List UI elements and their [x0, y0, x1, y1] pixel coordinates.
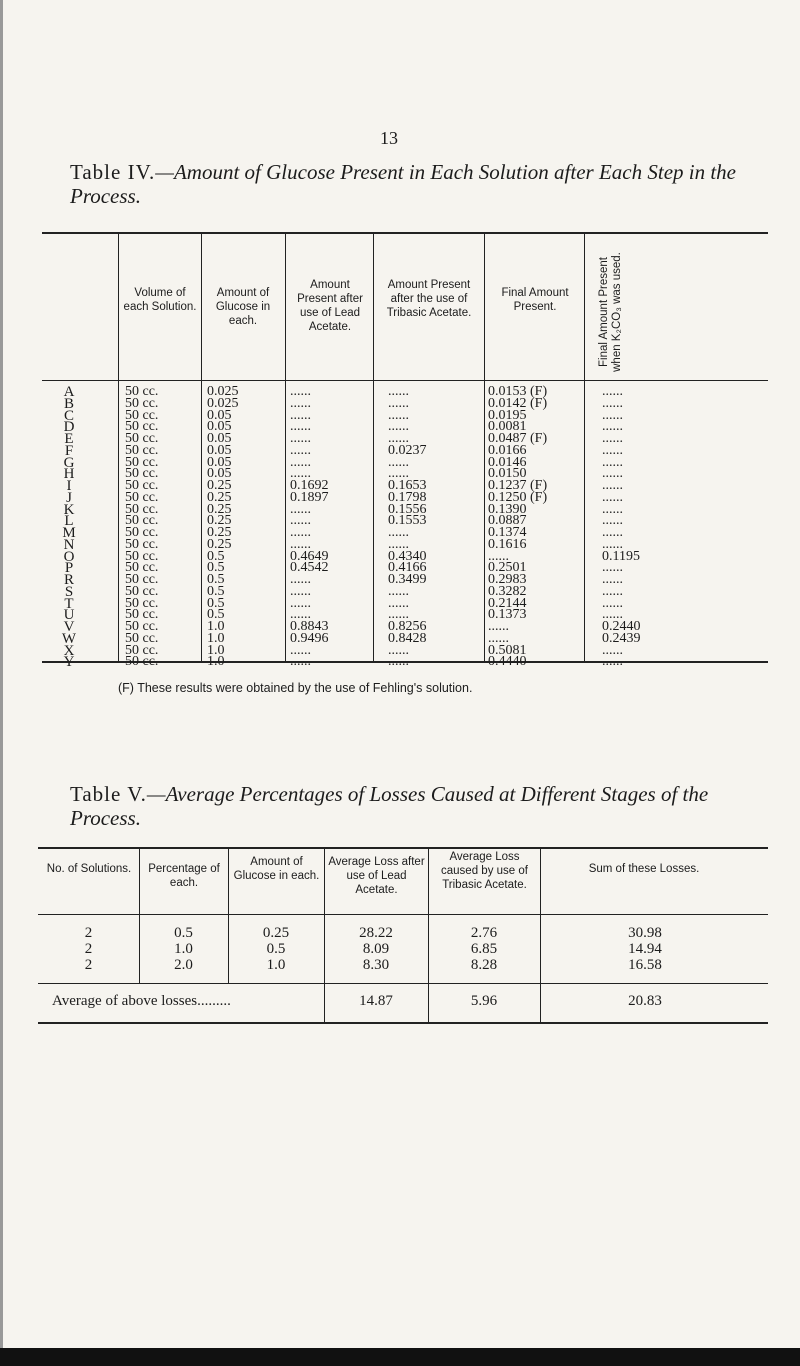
- table4-row-label: F: [64, 442, 74, 459]
- table5-top-rule: [38, 847, 768, 849]
- table5-cell: 0.25: [262, 925, 290, 941]
- table4-cell: 0.5: [207, 607, 225, 623]
- table4-cell: ......: [602, 513, 623, 529]
- table4-cell: ......: [602, 407, 623, 423]
- table4-cell: 0.4440: [488, 654, 527, 670]
- table4-cell: ......: [290, 642, 311, 658]
- table4-cell: ......: [602, 442, 623, 458]
- table4-cell: 50 cc.: [125, 654, 159, 670]
- table4-cell: ......: [290, 454, 311, 470]
- table5-cell: 2.76: [470, 925, 498, 941]
- table4-row-label: H: [63, 466, 75, 483]
- table5-cell: 8.28: [470, 957, 498, 973]
- table4-cell: 50 cc.: [125, 548, 159, 564]
- table4-cell: 50 cc.: [125, 407, 159, 423]
- table4-cell: 50 cc.: [125, 384, 159, 399]
- table4-row-label: G: [63, 454, 75, 471]
- table4-cell: 0.25: [207, 489, 232, 505]
- table5-body-rule: [38, 983, 768, 984]
- table4-cell: 0.2440: [602, 619, 641, 634]
- table4-top-rule: [42, 232, 768, 234]
- table4-cell: ......: [388, 466, 409, 482]
- table4-cell: 0.0166: [488, 442, 527, 458]
- table4-cell: 0.5081: [488, 642, 527, 658]
- table4-col-divider: [373, 233, 374, 661]
- table4-cell: ......: [290, 607, 311, 623]
- table4-cell: 50 cc.: [125, 536, 159, 552]
- table4-caption: [70, 160, 770, 208]
- table4-cell: 0.5: [207, 583, 225, 599]
- table4-cell: ......: [602, 501, 623, 517]
- table4-cell: 0.25: [207, 525, 232, 540]
- table4-cell: ......: [602, 431, 623, 446]
- table4-cell: ......: [602, 572, 623, 587]
- table4-cell: ......: [290, 525, 311, 540]
- table4-row-label: W: [61, 630, 77, 647]
- table4-row-label: T: [64, 595, 74, 612]
- table5-average-tribasic: 5.96: [470, 993, 498, 1009]
- table5-cell: 8.30: [362, 957, 390, 973]
- table4-cell: ......: [388, 407, 409, 423]
- table4-cell: 50 cc.: [125, 525, 159, 540]
- table4-cell: 50 cc.: [125, 560, 159, 576]
- table4-cell: 0.3282: [488, 583, 527, 599]
- table4-cell: 0.0150: [488, 466, 527, 482]
- table4-cell: ......: [602, 583, 623, 599]
- table4-cell: ......: [290, 501, 311, 517]
- table4-cell: 50 cc.: [125, 642, 159, 658]
- table4-row-label: P: [64, 560, 74, 577]
- table4-cell: 0.4542: [290, 560, 329, 576]
- table4-cell: 50 cc.: [125, 619, 159, 634]
- table5-average-lead: 14.87: [359, 993, 393, 1009]
- table5-cell: 30.98: [628, 925, 662, 941]
- table4-row-label: I: [66, 478, 72, 494]
- table4-cell: 0.2501: [488, 560, 527, 576]
- table4-cell: 0.1692: [290, 478, 329, 493]
- table4-cell: ......: [290, 395, 311, 411]
- table4-row-label: Y: [63, 654, 75, 671]
- table4-cell: 50 cc.: [125, 478, 159, 493]
- table4-cell: 0.25: [207, 536, 232, 552]
- table4-row-label: X: [63, 642, 75, 659]
- table5-header-sum: Sum of these Losses.: [588, 863, 700, 875]
- table4-cell: ......: [388, 654, 409, 670]
- table4-cell: 50 cc.: [125, 466, 159, 482]
- table4-cell: ......: [290, 572, 311, 587]
- table4-cell: 0.2144: [488, 595, 527, 611]
- table4-col-divider: [201, 233, 202, 661]
- table4-row-label: M: [62, 525, 76, 541]
- table5-header-glucose: Amount of Glucose in each.: [233, 856, 320, 882]
- table5-cell: 14.94: [628, 941, 662, 957]
- table4-cell: 50 cc.: [125, 431, 159, 446]
- table4-col-divider: [118, 233, 119, 661]
- table4-cell: 0.9496: [290, 630, 329, 646]
- table4-cell: 0.05: [207, 454, 232, 470]
- table4-header-tribasic-acetate: Amount Present after the use of Tribasic Acetate.: [386, 279, 472, 319]
- table4-title: —Amount of Glucose Present in Each Solution after Each Step in the Process.: [70, 160, 737, 208]
- table5-cell: 2: [84, 957, 93, 973]
- table4-cell: ......: [388, 536, 409, 552]
- table4-cell: 0.1616: [488, 536, 527, 552]
- table4-cell: 0.5: [207, 548, 225, 564]
- table4-cell: ......: [602, 607, 623, 623]
- table4-cell: ......: [388, 395, 409, 411]
- table4-cell: ......: [388, 595, 409, 611]
- table4-header-final: Final Amount Present.: [501, 287, 569, 313]
- table4-cell: 0.25: [207, 478, 232, 493]
- table4-cell: ......: [388, 642, 409, 658]
- table4-cell: 0.1373: [488, 607, 527, 623]
- table4-cell: 0.0887: [488, 513, 527, 529]
- table4-col-divider: [285, 233, 286, 661]
- table4-cell: 1.0: [207, 642, 225, 658]
- table4-cell: 50 cc.: [125, 442, 159, 458]
- table4-cell: ......: [602, 654, 623, 670]
- table4-cell: 0.4340: [388, 548, 427, 564]
- table4-cell: 0.1553: [388, 513, 427, 529]
- table4-cell: ......: [602, 384, 623, 399]
- table4-cell: ......: [290, 654, 311, 670]
- table4-cell: 0.025: [207, 395, 239, 411]
- table4-cell: 0.2983: [488, 572, 527, 587]
- table4-cell: 1.0: [207, 654, 225, 670]
- table4-cell: 50 cc.: [125, 395, 159, 411]
- table4-cell: ......: [388, 384, 409, 399]
- table4-cell: ......: [290, 407, 311, 423]
- table5-bottom-rule: [38, 1022, 768, 1024]
- table4-cell: 0.25: [207, 501, 232, 517]
- table5-header-rule: [38, 914, 768, 915]
- table4-cell: ......: [388, 583, 409, 599]
- table4-row-label: N: [63, 536, 75, 553]
- table4-cell: 50 cc.: [125, 595, 159, 611]
- table5-cell: 2.0: [174, 957, 193, 973]
- table4-cell: 0.1237 (F): [488, 478, 548, 493]
- table4-row-label: O: [63, 548, 75, 565]
- table4-cell: ......: [388, 525, 409, 540]
- table4-cell: 0.2439: [602, 630, 641, 646]
- table4-cell: 0.5: [207, 572, 225, 587]
- table4-cell: ......: [488, 619, 509, 634]
- table4-cell: 0.4166: [388, 560, 427, 576]
- table5-header-percentage: Percentage of each.: [148, 863, 220, 889]
- table4-cell: ......: [602, 560, 623, 576]
- table4-row-label: L: [64, 513, 74, 530]
- table4-cell: ......: [602, 595, 623, 611]
- table4-cell: 50 cc.: [125, 489, 159, 505]
- table4-cell: 50 cc.: [125, 630, 159, 646]
- table4-cell: 50 cc.: [125, 513, 159, 529]
- table4-cell: 0.05: [207, 407, 232, 423]
- table4-row-label: R: [63, 572, 74, 588]
- table4-cell: ......: [290, 419, 311, 435]
- table4-footnote: (F) These results were obtained by the use of Fehling's solution.: [118, 681, 473, 695]
- table4-cell: ......: [290, 442, 311, 458]
- table4-cell: 50 cc.: [125, 501, 159, 517]
- table4-cell: 50 cc.: [125, 454, 159, 470]
- table4-col-divider: [484, 233, 485, 661]
- table5-cell: 28.22: [359, 925, 393, 941]
- table4-cell: ......: [602, 395, 623, 411]
- table4-cell: 0.05: [207, 431, 232, 446]
- table4-cell: 0.1250 (F): [488, 489, 548, 505]
- table5-cell: 2: [84, 925, 93, 941]
- table4-row-label: V: [63, 619, 75, 635]
- table4-cell: 0.05: [207, 466, 232, 482]
- table4-header-lead-acetate: Amount Present after use of Lead Acetate.: [297, 279, 363, 333]
- page-number: 13: [380, 128, 398, 148]
- table5-cell: 1.0: [266, 957, 286, 973]
- table4-cell: ......: [290, 466, 311, 482]
- table4-cell: 0.025: [207, 384, 239, 399]
- table4-cell: ......: [290, 595, 311, 611]
- table4-row-label: J: [66, 489, 72, 506]
- table5-label: Table V.: [70, 782, 147, 806]
- table4-header-rule: [42, 380, 768, 381]
- table4-cell: ......: [602, 478, 623, 493]
- table5-cell: 8.09: [362, 941, 390, 957]
- page-left-edge: [0, 0, 3, 1366]
- table4-header-volume: Volume of each Solution.: [123, 287, 197, 313]
- table4-cell: ......: [602, 419, 623, 435]
- table5-cell: 6.85: [470, 941, 498, 957]
- table4-cell: 0.0142 (F): [488, 395, 548, 411]
- table4-row-label: K: [63, 501, 75, 518]
- table4-cell: 0.0153 (F): [488, 384, 548, 399]
- table4-cell: ......: [388, 419, 409, 435]
- table5-average-label: Average of above losses.........: [52, 993, 231, 1009]
- table4-cell: 0.5: [207, 595, 225, 611]
- table5-caption: [70, 782, 770, 830]
- table4-cell: ......: [602, 536, 623, 552]
- table5-cell: 0.5: [174, 925, 193, 941]
- table4-cell: 0.8256: [388, 619, 427, 634]
- table4-cell: 1.0: [207, 619, 225, 634]
- table4-cell: 50 cc.: [125, 572, 159, 587]
- table4-cell: 0.5: [207, 560, 225, 576]
- table4-cell: ......: [602, 642, 623, 658]
- table4-cell: ......: [290, 384, 311, 399]
- table4-row-label: C: [63, 407, 74, 424]
- table4-cell: 0.1390: [488, 501, 527, 517]
- table4-cell: ......: [488, 630, 509, 646]
- table4-cell: 0.1653: [388, 478, 427, 493]
- table4-header-k2co3: Final Amount Present when K₂CO₃ was used.: [598, 252, 623, 372]
- table5-cell: 2: [84, 941, 93, 957]
- table4-cell: 0.1195: [602, 548, 640, 564]
- table4-row-label: A: [63, 384, 75, 400]
- table4-cell: 0.1556: [388, 501, 427, 517]
- table4-cell: 0.05: [207, 442, 232, 458]
- table4-row-label: D: [63, 419, 75, 436]
- table5-average-sum: 20.83: [628, 993, 662, 1009]
- table4-cell: 0.0237: [388, 442, 427, 458]
- table4-cell: ......: [290, 536, 311, 552]
- table4-cell: 50 cc.: [125, 583, 159, 599]
- table4-cell: 0.4649: [290, 548, 329, 564]
- table4-cell: ......: [602, 489, 623, 505]
- table4-row-label: B: [63, 395, 74, 412]
- table4-cell: 0.1897: [290, 489, 329, 505]
- table4-cell: ......: [602, 466, 623, 482]
- table4-cell: 0.0195: [488, 407, 527, 423]
- table5-header-lead-loss: Average Loss after use of Lead Acetate.: [328, 856, 425, 896]
- table4-cell: ......: [290, 583, 311, 599]
- table4-cell: 50 cc.: [125, 607, 159, 623]
- table4-cell: 50 cc.: [125, 419, 159, 435]
- table5-cell: 0.5: [266, 941, 286, 957]
- table5-header-solutions: No. of Solutions.: [46, 863, 132, 875]
- table4-cell: 0.1374: [488, 525, 527, 540]
- table5-cell: 1.0: [174, 941, 193, 957]
- table4-cell: ......: [388, 607, 409, 623]
- table4-cell: 0.8843: [290, 619, 329, 634]
- table4-cell: 0.0146: [488, 454, 527, 470]
- table5-title: —Average Percentages of Losses Caused at Different Stages of the Process.: [70, 782, 709, 830]
- table5-cell: 16.58: [628, 957, 662, 973]
- table4-cell: ......: [602, 525, 623, 540]
- table4-col-divider: [584, 233, 585, 661]
- table4-cell: 0.0081: [488, 419, 527, 435]
- table4-cell: 0.05: [207, 419, 232, 435]
- table4-cell: 0.3499: [388, 572, 427, 587]
- table4-cell: ......: [388, 454, 409, 470]
- table4-cell: 0.8428: [388, 630, 427, 646]
- table5-header-tribasic-loss: Average Loss caused by use of Tribasic Acetate.: [441, 851, 528, 891]
- table4-cell: 1.0: [207, 630, 225, 646]
- table4-cell: ......: [388, 431, 409, 446]
- table4-cell: ......: [290, 431, 311, 446]
- table4-label: Table IV.: [70, 160, 156, 184]
- table4-cell: ......: [602, 454, 623, 470]
- table4-cell: 0.25: [207, 513, 232, 529]
- table4-cell: ......: [290, 513, 311, 529]
- table4-row-label: E: [64, 431, 74, 447]
- table4-row-label: U: [63, 607, 75, 624]
- page-bottom-edge: [0, 1348, 800, 1366]
- table4-cell: 0.0487 (F): [488, 431, 548, 446]
- table4-cell: ......: [488, 548, 509, 564]
- table4-cell: 0.1798: [388, 489, 427, 505]
- table4-header-glucose: Amount of Glucose in each.: [215, 287, 271, 327]
- table4-row-label: S: [64, 583, 74, 600]
